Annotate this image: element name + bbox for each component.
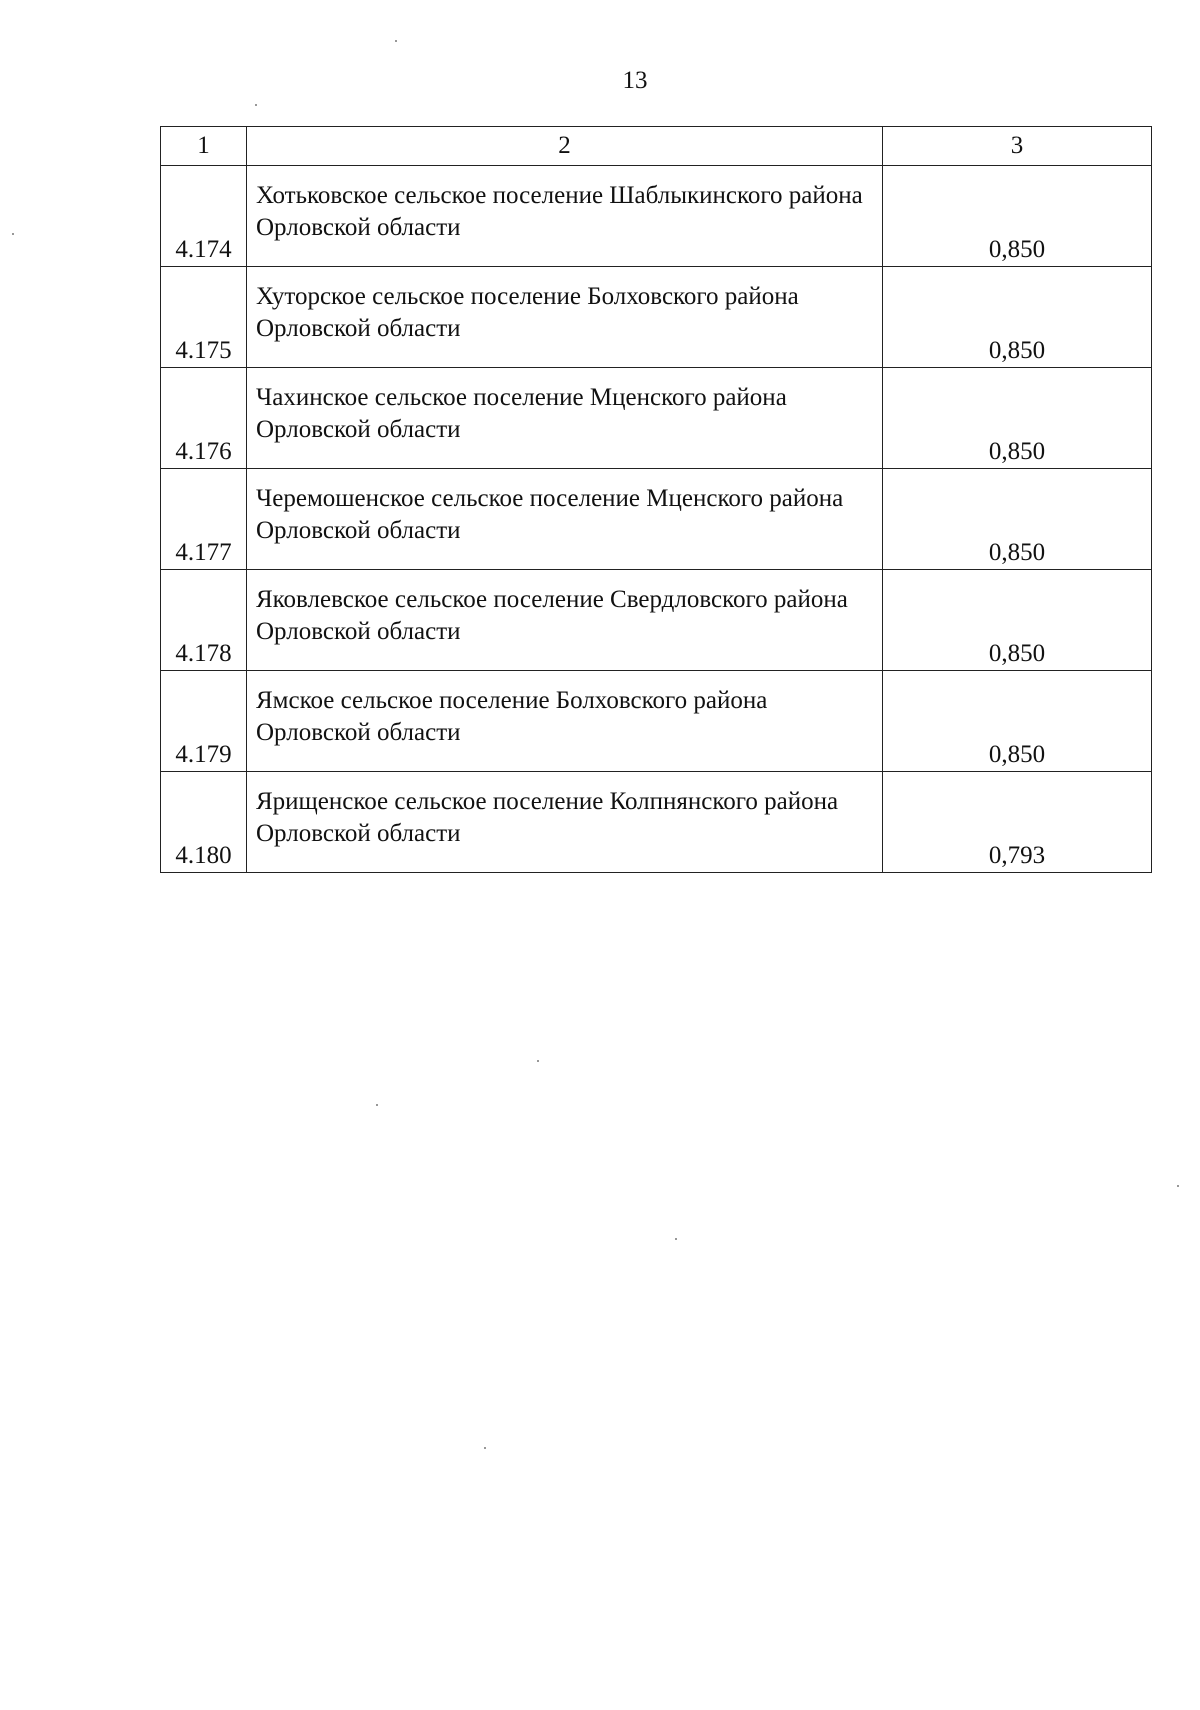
settlement-name: Яковлевское сельское поселение Свердловского района Орловской области	[247, 570, 883, 671]
row-number: 4.178	[161, 570, 247, 671]
settlement-name: Хотьковское сельское поселение Шаблыкинского района Орловской области	[247, 166, 883, 267]
scan-speck	[376, 1104, 378, 1106]
row-number: 4.180	[161, 772, 247, 873]
coefficient-value: 0,850	[883, 570, 1152, 671]
row-number: 4.179	[161, 671, 247, 772]
coefficient-value: 0,850	[883, 166, 1152, 267]
row-number: 4.176	[161, 368, 247, 469]
settlement-name: Черемошенское сельское поселение Мценского района Орловской области	[247, 469, 883, 570]
column-header-2: 2	[247, 127, 883, 166]
row-number: 4.175	[161, 267, 247, 368]
scan-speck	[675, 1238, 677, 1240]
settlement-name: Хуторское сельское поселение Болховского района Орловской области	[247, 267, 883, 368]
coefficient-value: 0,850	[883, 368, 1152, 469]
scan-speck	[1177, 1185, 1179, 1187]
column-header-1: 1	[161, 127, 247, 166]
scan-speck	[484, 1447, 486, 1449]
table-header-row	[161, 127, 1152, 166]
row-number: 4.174	[161, 166, 247, 267]
coefficient-value: 0,850	[883, 671, 1152, 772]
settlement-name: Чахинское сельское поселение Мценского района Орловской области	[247, 368, 883, 469]
data-table	[160, 126, 1152, 873]
table-row	[161, 368, 1152, 469]
table-row	[161, 570, 1152, 671]
column-header-3: 3	[883, 127, 1152, 166]
table-row	[161, 469, 1152, 570]
table-row	[161, 267, 1152, 368]
table-row	[161, 671, 1152, 772]
scan-speck	[255, 104, 257, 106]
scan-speck	[395, 40, 397, 42]
coefficient-value: 0,850	[883, 469, 1152, 570]
row-number: 4.177	[161, 469, 247, 570]
table-row	[161, 772, 1152, 873]
scan-speck	[537, 1060, 539, 1062]
coefficient-value: 0,793	[883, 772, 1152, 873]
scan-speck	[12, 233, 14, 235]
page-number: 13	[622, 67, 648, 94]
settlement-name: Ярищенское сельское поселение Колпнянского района Орловской области	[247, 772, 883, 873]
table-row	[161, 166, 1152, 267]
coefficient-value: 0,850	[883, 267, 1152, 368]
settlement-name: Ямское сельское поселение Болховского района Орловской области	[247, 671, 883, 772]
